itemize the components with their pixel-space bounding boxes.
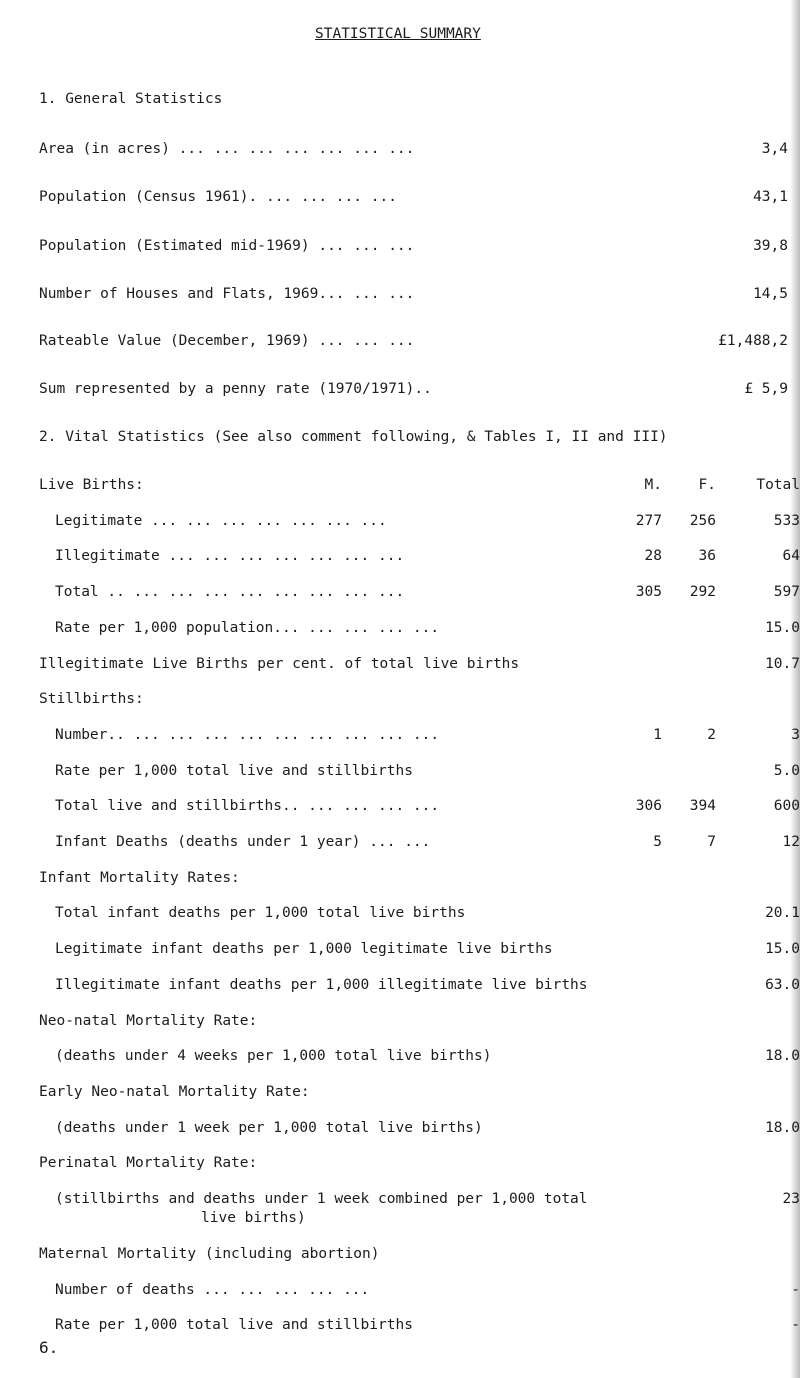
legitimate-male: 277 — [635, 513, 662, 529]
general-row-value: £ 5,9 — [744, 381, 788, 397]
live-births-total-male: 305 — [635, 584, 662, 600]
stillbirth-rate-label: Rate per 1,000 total live and stillbirths — [55, 763, 413, 779]
imr-legitimate-label: Legitimate infant deaths per 1,000 legitimate live births — [55, 941, 553, 957]
perinatal-desc-line1: (stillbirths and deaths under 1 week combined per 1,000 total — [55, 1191, 588, 1207]
scan-shadow-edge — [790, 0, 800, 1378]
infant-deaths-label: Infant Deaths (deaths under 1 year) ... ... — [55, 834, 431, 850]
general-row-label: Population (Estimated mid-1969) ... ... ... — [39, 238, 415, 254]
general-row-value: 3,4 — [761, 141, 788, 157]
early-neonatal-label: Early Neo-natal Mortality Rate: — [39, 1084, 310, 1100]
section-2-heading: 2. Vital Statistics (See also comment following, & Tables I, II and III) — [39, 429, 668, 445]
neonatal-desc: (deaths under 4 weeks per 1,000 total live births) — [55, 1048, 492, 1064]
maternal-number-label: Number of deaths ... ... ... ... ... — [55, 1282, 370, 1298]
general-row-label: Area (in acres) ... ... ... ... ... ... ... — [39, 141, 415, 157]
general-row-label: Population (Census 1961). ... ... ... ... — [39, 189, 397, 205]
column-header-total: Total — [756, 477, 800, 493]
illegitimate-male: 28 — [644, 548, 662, 564]
stillbirth-number-female: 2 — [707, 727, 716, 743]
legitimate-total: 533 — [773, 513, 800, 529]
total-live-still-male: 306 — [635, 798, 662, 814]
general-row-value: 43,1 — [753, 189, 788, 205]
live-births-label: Live Births: — [39, 477, 144, 493]
total-live-still-female: 394 — [689, 798, 716, 814]
imr-illegitimate-value: 63.0 — [765, 977, 800, 993]
infant-deaths-total: 12 — [782, 834, 800, 850]
general-row-value: 39,8 — [753, 238, 788, 254]
column-header-male: M. — [644, 477, 662, 493]
early-neonatal-desc: (deaths under 1 week per 1,000 total live births) — [55, 1120, 483, 1136]
imr-total-value: 20.1 — [765, 905, 800, 921]
illegitimate-pct-value: 10.7 — [765, 656, 800, 672]
perinatal-desc-line2: live births) — [201, 1210, 306, 1226]
stillbirth-number-male: 1 — [653, 727, 662, 743]
maternal-label: Maternal Mortality (including abortion) — [39, 1246, 380, 1262]
illegitimate-total: 64 — [782, 548, 800, 564]
general-row-value: 14,5 — [753, 286, 788, 302]
stillbirth-rate-value: 5.0 — [773, 763, 800, 779]
live-births-total: 597 — [773, 584, 800, 600]
live-births-total-female: 292 — [689, 584, 716, 600]
neonatal-value: 18.0 — [765, 1048, 800, 1064]
stillbirth-number-label: Number.. ... ... ... ... ... ... ... ... ... — [55, 727, 440, 743]
birth-rate-label: Rate per 1,000 population... ... ... ... ... — [55, 620, 440, 636]
column-header-female: F. — [698, 477, 716, 493]
illegitimate-label: Illegitimate ... ... ... ... ... ... ... — [55, 548, 405, 564]
general-row-label: Sum represented by a penny rate (1970/1971).. — [39, 381, 432, 397]
general-row-label: Rateable Value (December, 1969) ... ... ... — [39, 333, 415, 349]
illegitimate-pct-label: Illegitimate Live Births per cent. of total live births — [39, 656, 520, 672]
stillbirth-number-total: 3 — [791, 727, 800, 743]
page-number: 6. — [39, 1338, 59, 1357]
legitimate-female: 256 — [689, 513, 716, 529]
live-births-total-label: Total .. ... ... ... ... ... ... ... ... — [55, 584, 405, 600]
infant-deaths-female: 7 — [707, 834, 716, 850]
imr-legitimate-value: 15.0 — [765, 941, 800, 957]
maternal-rate-value: - — [791, 1317, 800, 1333]
total-live-still-total: 600 — [773, 798, 800, 814]
perinatal-value: 23 — [782, 1191, 800, 1207]
infant-deaths-male: 5 — [653, 834, 662, 850]
section-1-heading: 1. General Statistics — [39, 91, 223, 107]
imr-illegitimate-label: Illegitimate infant deaths per 1,000 illegitimate live births — [55, 977, 588, 993]
maternal-rate-label: Rate per 1,000 total live and stillbirths — [55, 1317, 413, 1333]
early-neonatal-value: 18.0 — [765, 1120, 800, 1136]
imr-total-label: Total infant deaths per 1,000 total live births — [55, 905, 466, 921]
page-title: STATISTICAL SUMMARY — [315, 26, 481, 42]
infant-mortality-label: Infant Mortality Rates: — [39, 870, 240, 886]
birth-rate-value: 15.0 — [765, 620, 800, 636]
perinatal-label: Perinatal Mortality Rate: — [39, 1155, 258, 1171]
stillbirths-label: Stillbirths: — [39, 691, 144, 707]
general-row-label: Number of Houses and Flats, 1969... ... ... — [39, 286, 415, 302]
total-live-still-label: Total live and stillbirths.. ... ... ... ... — [55, 798, 440, 814]
legitimate-label: Legitimate ... ... ... ... ... ... ... — [55, 513, 387, 529]
maternal-number-value: - — [791, 1282, 800, 1298]
general-row-value: £1,488,2 — [718, 333, 788, 349]
neonatal-label: Neo-natal Mortality Rate: — [39, 1013, 258, 1029]
illegitimate-female: 36 — [698, 548, 716, 564]
